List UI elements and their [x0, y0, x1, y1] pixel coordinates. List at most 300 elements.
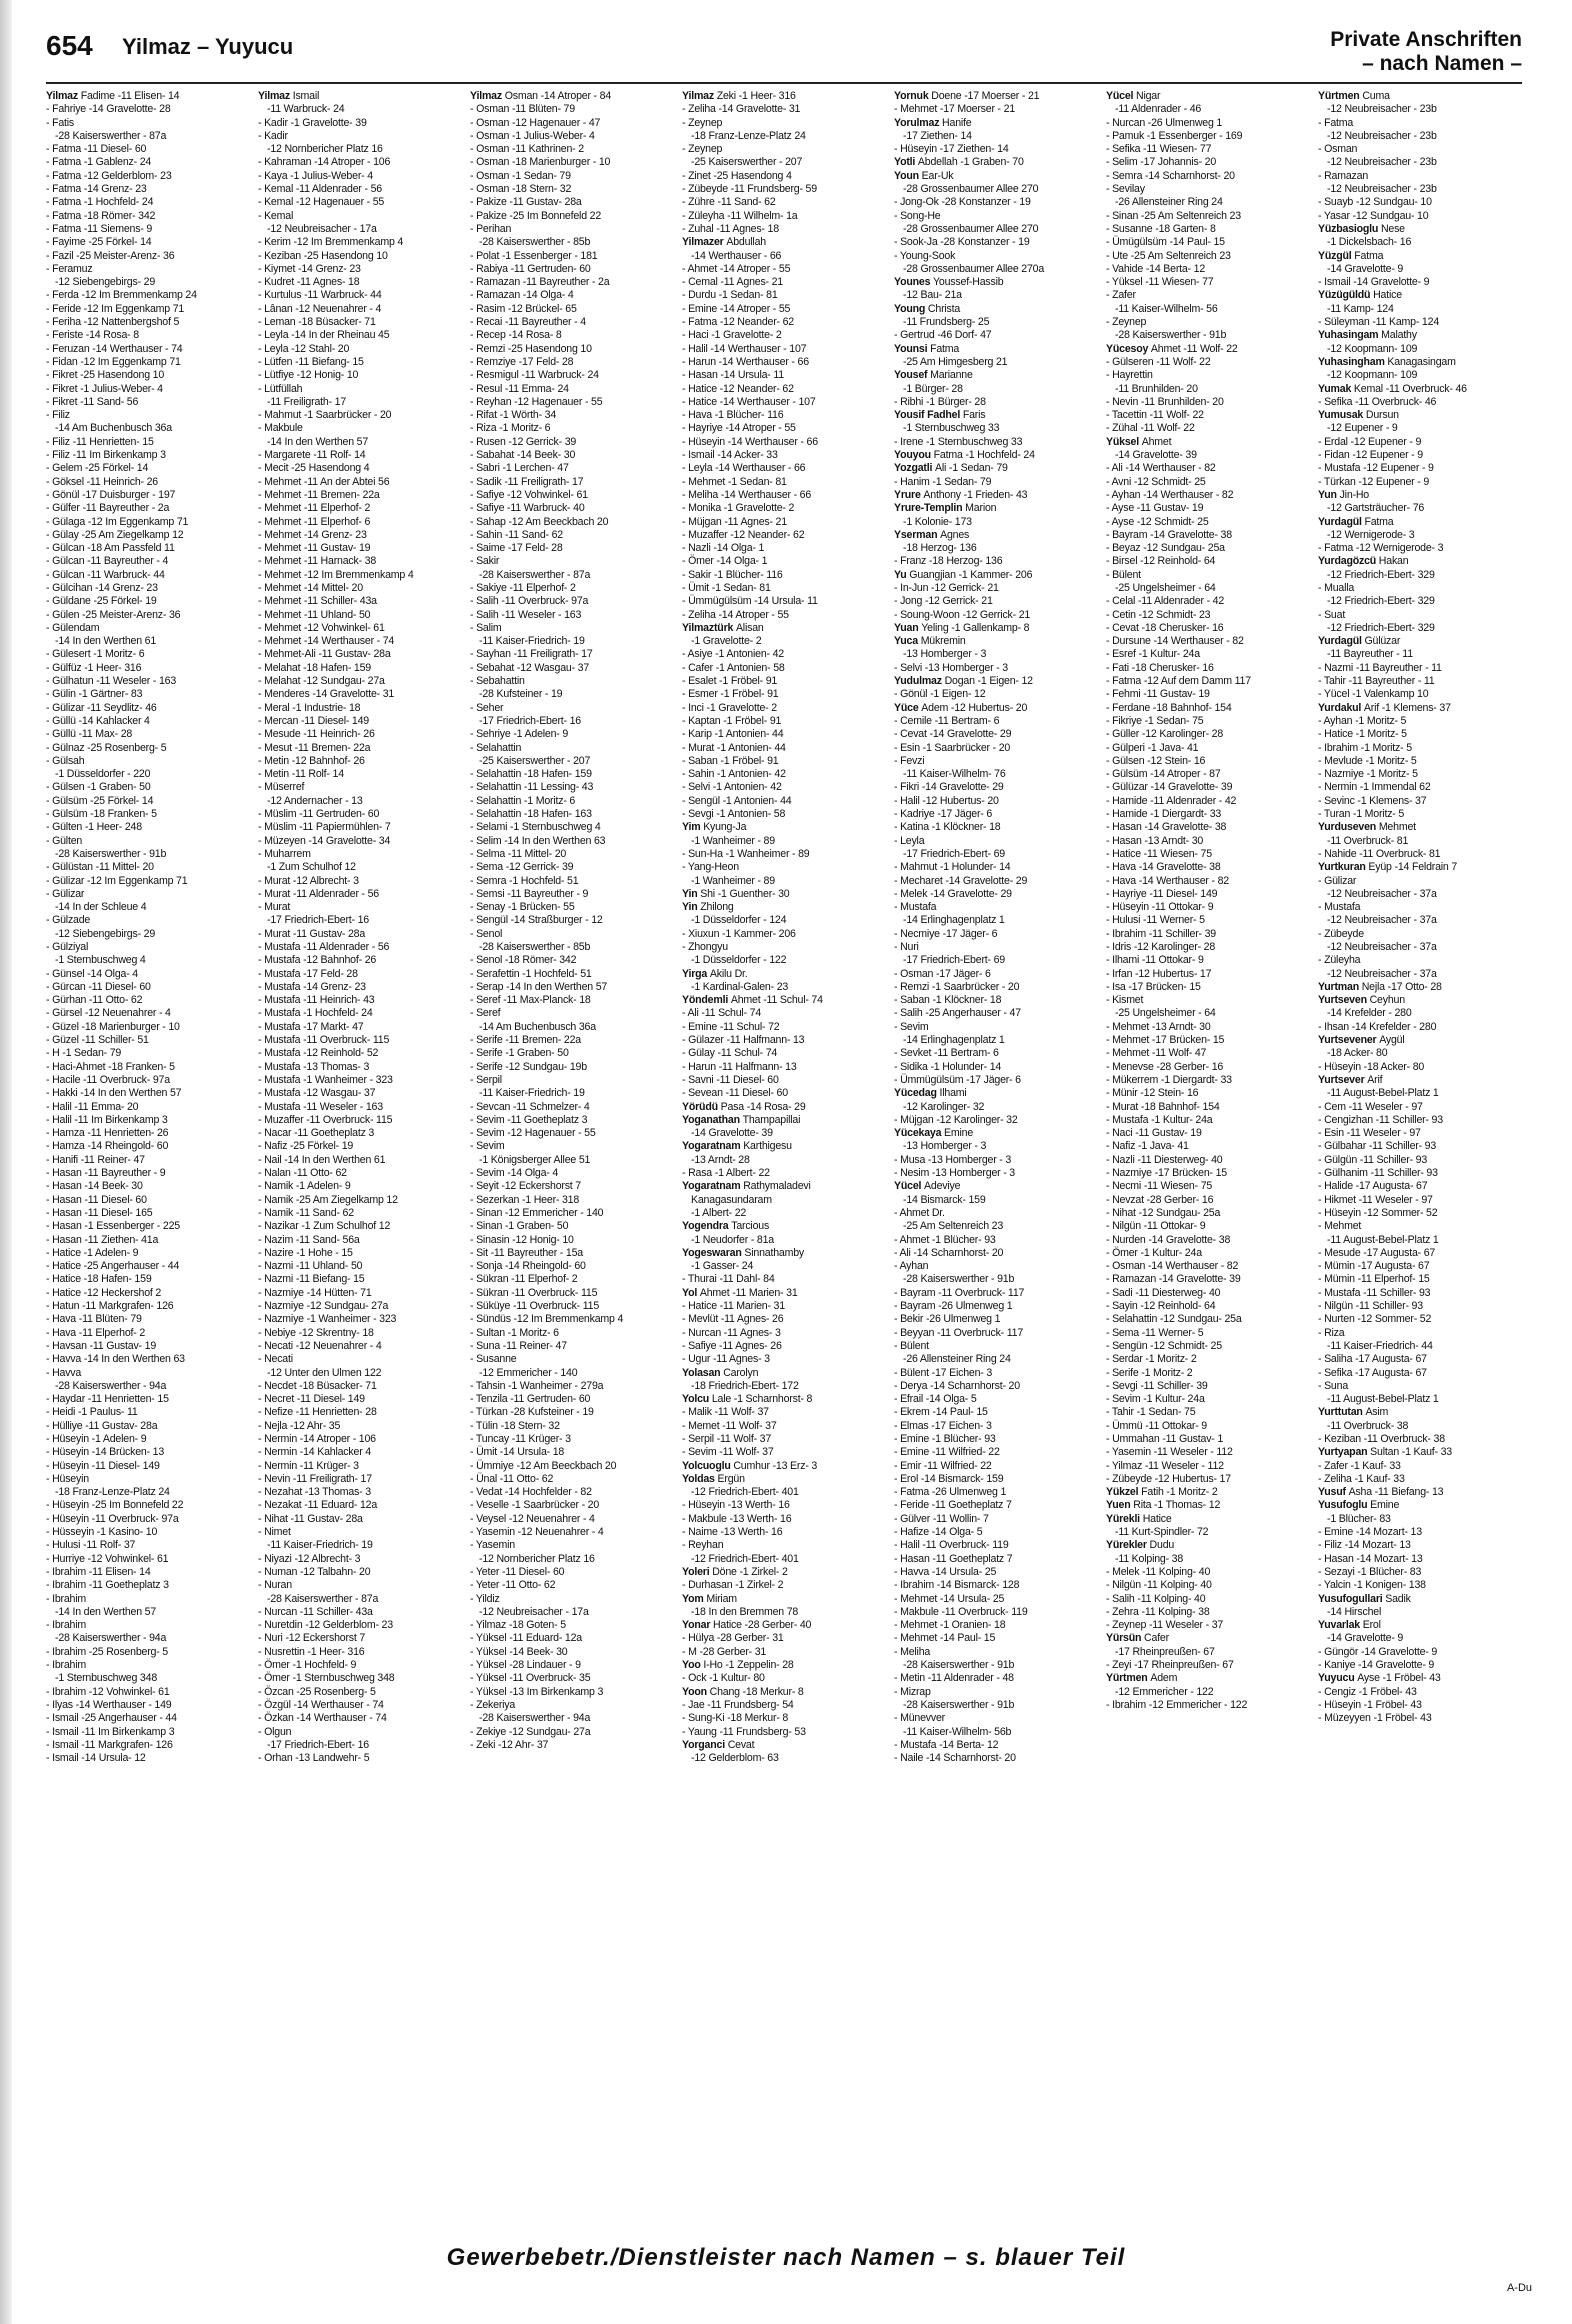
address-text: - Ibrahim	[46, 1659, 86, 1672]
surname: Yusufoglu	[1318, 1499, 1371, 1512]
entry-line	[46, 356, 250, 369]
address-text: -11 Bayreuther - 11	[1327, 648, 1413, 661]
directory-entry	[1318, 356, 1522, 383]
directory-entry	[1318, 489, 1522, 516]
address-text: - Hamza -14 Rheingold- 60	[46, 1140, 169, 1153]
entry-line	[258, 595, 462, 608]
address-text: - Mesude -17 Augusta- 67	[1318, 1246, 1436, 1259]
entry-line	[894, 821, 1098, 834]
address-text: - Mevlüt -11 Agnes- 26	[682, 1313, 784, 1326]
entry-line	[470, 1047, 674, 1060]
entry-line	[1318, 1619, 1522, 1632]
entry-line	[1318, 103, 1522, 116]
entry-line	[682, 1473, 886, 1486]
entry-line	[1106, 821, 1310, 834]
entry-line	[258, 1380, 462, 1393]
entry-line	[894, 1686, 1098, 1699]
entry-line	[682, 143, 886, 156]
address-text: - Sinasin -12 Honig- 10	[470, 1233, 574, 1246]
entry-line	[470, 1659, 674, 1672]
address-text: -14 In den Werthen 57	[267, 435, 369, 448]
address-text: - Serpil	[470, 1073, 502, 1086]
address-text: -25 Am Himgesberg 21	[903, 355, 1008, 368]
entry-line	[46, 223, 250, 236]
entry-line	[470, 1061, 674, 1074]
address-text: - Nilgün -11 Kolping- 40	[1106, 1579, 1212, 1592]
entry-line	[470, 622, 674, 635]
directory-entry	[682, 1220, 886, 1247]
address-text: Hakan	[1378, 555, 1409, 568]
entry-line	[46, 1632, 250, 1645]
entry-line	[894, 808, 1098, 821]
entry-line	[1106, 609, 1310, 622]
address-text: - Avni -12 Schmidt- 25	[1106, 475, 1206, 488]
entry-line	[46, 555, 250, 568]
address-text: - Süküye -11 Overbruck- 115	[470, 1300, 600, 1313]
entry-line	[682, 369, 886, 382]
address-text: -13 Homberger - 3	[903, 1140, 987, 1153]
entry-line	[470, 542, 674, 555]
entry-line	[470, 1220, 674, 1233]
address-text: - Pakize -11 Gustav- 28a	[470, 196, 582, 209]
address-text: - Hülliye -11 Gustav- 28a	[46, 1419, 158, 1432]
address-text: -12 Emmericher - 140	[479, 1366, 578, 1379]
address-text: Döne -1 Zirkel- 2	[712, 1565, 788, 1578]
entry-line	[1106, 1632, 1310, 1645]
entry-line	[46, 1513, 250, 1526]
address-text: -17 Friedrich-Ebert- 69	[903, 954, 1005, 967]
entry-line	[894, 1287, 1098, 1300]
address-text: Malathy	[1381, 329, 1417, 342]
header-rule	[46, 82, 1522, 84]
address-text: - Fikri -14 Gravelotte- 29	[894, 781, 1004, 794]
entry-line	[682, 343, 886, 356]
address-text: - Mesude -11 Heinrich- 26	[258, 728, 375, 741]
address-text: Ali -1 Sedan- 79	[934, 462, 1008, 475]
entry-line	[682, 1446, 886, 1459]
entry-line	[258, 662, 462, 675]
address-text: - Hikmet -11 Weseler - 97	[1318, 1193, 1433, 1206]
address-text: - Ümit -14 Ursula- 18	[470, 1446, 565, 1459]
entry-line	[1318, 1539, 1522, 1552]
entry-line	[46, 648, 250, 661]
entry-line	[46, 1167, 250, 1180]
address-text: -14 Gravelotte- 9	[1327, 262, 1404, 275]
address-text: - Cafer -1 Antonien- 58	[682, 661, 785, 674]
address-text: -28 Kufsteiner - 19	[479, 688, 563, 701]
entry-line	[894, 595, 1098, 608]
address-text: - Emine -14 Mozart- 13	[1318, 1526, 1422, 1539]
entry-line	[470, 875, 674, 888]
entry-line	[46, 1327, 250, 1340]
entry-line	[1106, 1446, 1310, 1459]
address-text: - Nuran	[258, 1579, 292, 1592]
address-text: - Nazmi -11 Bayreuther - 11	[1318, 661, 1442, 674]
entry-line	[258, 1393, 462, 1406]
entry-line	[46, 542, 250, 555]
address-text: - Mehmet -1 Oranien- 18	[894, 1619, 1006, 1632]
entry-line	[894, 1367, 1098, 1380]
entry-line	[258, 542, 462, 555]
entry-line	[1318, 316, 1522, 329]
address-text: - Hatice -12 Heckershof 2	[46, 1286, 162, 1299]
entry-line	[1318, 1393, 1522, 1406]
entry-line	[894, 303, 1098, 316]
address-text: - Hüseyin -1 Fröbel- 43	[1318, 1698, 1422, 1711]
entry-line	[258, 143, 462, 156]
address-text: -28 Grossenbaumer Allee 270	[903, 183, 1039, 196]
address-text: - Mustafa -12 Eupener - 9	[1318, 462, 1434, 475]
column-4	[682, 90, 886, 2200]
entry-line	[682, 702, 886, 715]
address-text: - Gönül -17 Duisburger - 197	[46, 488, 176, 501]
address-text: - Sabahat -14 Beek- 30	[470, 449, 576, 462]
entry-line	[470, 1712, 674, 1725]
entry-line	[258, 156, 462, 169]
entry-line	[894, 994, 1098, 1007]
address-text: Adem -12 Hubertus- 20	[921, 701, 1028, 714]
entry-line	[1318, 170, 1522, 183]
entry-line	[470, 1686, 674, 1699]
address-text: - Hava -14 Gravelotte- 38	[1106, 861, 1221, 874]
address-text: - Fahriye -14 Gravelotte- 28	[46, 103, 171, 116]
entry-line	[1318, 768, 1522, 781]
entry-line	[682, 968, 886, 981]
entry-line	[682, 90, 886, 103]
address-text: - Bülent -17 Eichen- 3	[894, 1366, 993, 1379]
address-text: - Sun-Ha -1 Wanheimer - 89	[682, 847, 810, 860]
footer-code: A-Du	[1506, 2282, 1532, 2294]
entry-line	[470, 476, 674, 489]
address-text: -14 In den Werthen 61	[55, 635, 157, 648]
address-text: - Havva -14 Ursula- 25	[894, 1565, 997, 1578]
entry-line	[894, 1473, 1098, 1486]
directory-entry	[1318, 861, 1522, 981]
entry-line	[682, 223, 886, 236]
address-text: -11 Kurt-Spindler- 72	[1115, 1526, 1209, 1539]
entry-line	[894, 1061, 1098, 1074]
entry-line	[470, 1313, 674, 1326]
address-text: - Suayb -12 Sundgau- 10	[1318, 196, 1432, 209]
entry-line	[682, 422, 886, 435]
address-text: - Gülcan -11 Bayreuther - 4	[46, 555, 169, 568]
address-text: - Yildiz	[470, 1592, 500, 1605]
address-text: - Sema -12 Gerrick- 39	[470, 861, 574, 874]
entry-line	[682, 821, 886, 834]
address-text: - Mehmet -11 Wolf- 47	[1106, 1047, 1207, 1060]
address-text: - Hasan -14 Gravelotte- 38	[1106, 821, 1227, 834]
entry-line	[894, 263, 1098, 276]
directory-entry	[1106, 1513, 1310, 1540]
surname: Yurdagül	[1318, 515, 1365, 528]
address-text: - Hatice -12 Neander- 62	[682, 382, 794, 395]
address-text: Sadik	[1385, 1592, 1411, 1605]
entry-line	[46, 702, 250, 715]
address-text: - Güzel -11 Schiller- 51	[46, 1034, 149, 1047]
entry-line	[258, 1340, 462, 1353]
entry-line	[470, 1114, 674, 1127]
address-text: - Yilmaz -18 Goten- 5	[470, 1619, 566, 1632]
entry-line	[894, 795, 1098, 808]
entry-line	[894, 1234, 1098, 1247]
address-text: -14 Werthauser - 66	[691, 249, 782, 262]
entry-line	[46, 1074, 250, 1087]
entry-line	[470, 236, 674, 249]
entry-line	[1106, 954, 1310, 967]
address-text: - Young-Sook	[894, 249, 956, 262]
entry-line	[1106, 1553, 1310, 1566]
entry-line	[470, 117, 674, 130]
entry-line	[258, 1074, 462, 1087]
address-text: -12 Friedrich-Ebert- 329	[1327, 621, 1435, 634]
surname: Yücekaya	[894, 1127, 945, 1140]
address-text: - Erdal -12 Eupener - 9	[1318, 435, 1422, 448]
entry-line	[1106, 848, 1310, 861]
address-text: - Metin -11 Rolf- 14	[258, 768, 344, 781]
address-text: - Fevzi	[894, 754, 925, 767]
entry-line	[1318, 289, 1522, 302]
address-text: - Haydar -11 Henrietten- 15	[46, 1393, 169, 1406]
entry-line	[1106, 1473, 1310, 1486]
address-text: - Tahir -1 Sedan- 75	[1106, 1406, 1196, 1419]
address-text: Agnes	[940, 528, 970, 541]
entry-line	[470, 1353, 674, 1366]
address-text: -14 Erlinghagenplatz 1	[903, 1034, 1005, 1047]
address-text: Anthony -1 Frieden- 43	[923, 488, 1028, 501]
entry-line	[46, 1114, 250, 1127]
address-text: - Müslim -11 Papiermühlen- 7	[258, 821, 391, 834]
entry-line	[1106, 196, 1310, 209]
entry-line	[682, 210, 886, 223]
surname: Yin	[682, 901, 701, 914]
address-text: Ahmet	[1141, 435, 1172, 448]
entry-line	[894, 861, 1098, 874]
address-text: -28 Kaiserswerther - 94a	[479, 1712, 591, 1725]
entry-line	[894, 1047, 1098, 1060]
address-text: - Muharrem	[258, 847, 311, 860]
entry-line	[894, 1313, 1098, 1326]
address-text: - Zekiye -12 Sundgau- 27a	[470, 1725, 591, 1738]
address-text: - Osman -1 Julius-Weber- 4	[470, 129, 595, 142]
address-text: - Ribhi -1 Bürger- 28	[894, 395, 986, 408]
address-text: - Züleyha	[1318, 954, 1361, 967]
entry-line	[258, 1726, 462, 1739]
entry-line	[258, 928, 462, 941]
entry-line	[470, 170, 674, 183]
address-text: - Fatma -11 Diesel- 60	[46, 143, 147, 156]
directory-entry	[682, 901, 886, 967]
address-text: - Suna -11 Reiner- 47	[470, 1339, 567, 1352]
entry-line	[46, 130, 250, 143]
address-text: -1 Kolonie- 173	[903, 515, 972, 528]
address-text: - Nazmiye -1 Wanheimer - 323	[258, 1313, 397, 1326]
entry-line	[1106, 383, 1310, 396]
entry-line	[682, 569, 886, 582]
entry-line	[1106, 1273, 1310, 1286]
surname: Yürsün	[1106, 1632, 1145, 1645]
entry-line	[46, 276, 250, 289]
address-text: - Mustafa	[1318, 901, 1361, 914]
address-text: - Selahattin -18 Hafen- 163	[470, 808, 592, 821]
entry-line	[894, 1632, 1098, 1645]
address-text: - Hayriye -11 Diesel- 149	[1106, 887, 1218, 900]
entry-line	[46, 1553, 250, 1566]
entry-line	[682, 1021, 886, 1034]
address-text: - Zühre -11 Sand- 62	[682, 196, 776, 209]
address-text: - Sündüs -12 Im Bremmenkamp 4	[470, 1313, 624, 1326]
address-text: - Jae -11 Frundsberg- 54	[682, 1698, 794, 1711]
address-text: - Hava -11 Elperhof- 2	[46, 1326, 146, 1339]
address-text: - Hüseyin -11 Overbruck- 97a	[46, 1512, 179, 1525]
address-text: - Mehmet -1 Sedan- 81	[682, 475, 787, 488]
entry-line	[470, 954, 674, 967]
address-text: - Süleyman -11 Kamp- 124	[1318, 316, 1440, 329]
address-text: - Pakize -25 Im Bonnefeld 22	[470, 209, 602, 222]
entry-line	[258, 1007, 462, 1020]
address-text: - Yilmaz -11 Weseler - 112	[1106, 1459, 1224, 1472]
surname: Younes	[894, 276, 934, 289]
surname: Yom	[682, 1592, 707, 1605]
address-text: - Fatma -11 Siemens- 9	[46, 222, 153, 235]
address-text: Fatma	[1364, 515, 1394, 528]
address-text: - Fikret -11 Sand- 56	[46, 395, 139, 408]
entry-line	[1318, 1367, 1522, 1380]
entry-line	[894, 462, 1098, 475]
entry-line	[894, 223, 1098, 236]
entry-line	[46, 396, 250, 409]
address-text: - Kurtulus -11 Warbruck- 44	[258, 289, 382, 302]
address-text: - Mehmet -11 Uhland- 50	[258, 608, 371, 621]
directory-entry	[894, 343, 1098, 370]
address-text: -12 Unter den Ulmen 122	[267, 1366, 382, 1379]
address-text: Nigar	[1136, 90, 1161, 102]
entry-line	[258, 1140, 462, 1153]
entry-line	[470, 1287, 674, 1300]
address-text: -28 Kaiserswerther - 91b	[903, 1698, 1015, 1711]
entry-line	[682, 1539, 886, 1552]
address-text: - Lütfiye -12 Honig- 10	[258, 369, 359, 382]
address-text: - Mahmut -1 Saarbrücker - 20	[258, 409, 392, 422]
address-text: Kanagasundaram	[691, 1193, 772, 1206]
entry-line	[894, 250, 1098, 263]
address-text: - Salih -11 Kolping- 40	[1106, 1592, 1206, 1605]
entry-line	[470, 1300, 674, 1313]
address-text: - Rabiya -11 Gertruden- 60	[470, 262, 591, 275]
address-text: - Özgül -14 Werthauser - 74	[258, 1698, 384, 1711]
address-text: - Zübeyde	[1318, 927, 1364, 940]
address-text: - Necret -11 Diesel- 149	[258, 1393, 365, 1406]
entry-line	[46, 1194, 250, 1207]
entry-line	[894, 502, 1098, 515]
address-text: Ahmet -11 Wolf- 22	[1150, 342, 1238, 355]
address-text: - Hasan -11 Goetheplatz 7	[894, 1552, 1013, 1565]
entry-line	[46, 117, 250, 130]
entry-line	[682, 781, 886, 794]
entry-line	[258, 755, 462, 768]
entry-line	[682, 981, 886, 994]
address-text: - Filiz -11 Im Birkenkamp 3	[46, 449, 166, 462]
entry-line	[470, 90, 674, 103]
surname: Yüksel	[1106, 435, 1142, 448]
entry-line	[470, 1034, 674, 1047]
directory-entry	[682, 1393, 886, 1459]
entry-line	[894, 928, 1098, 941]
surname: Yonar	[682, 1619, 713, 1632]
entry-line	[470, 183, 674, 196]
entry-line	[258, 1047, 462, 1060]
entry-line	[1106, 1101, 1310, 1114]
entry-line	[46, 1619, 250, 1632]
address-text: - Hüseyin -13 Werth- 16	[682, 1499, 790, 1512]
address-text: - Hasan -13 Arndt- 30	[1106, 834, 1204, 847]
surname: Yusuf	[1318, 1486, 1349, 1499]
entry-line	[1318, 1632, 1522, 1645]
entry-line	[258, 861, 462, 874]
entry-line	[1106, 835, 1310, 848]
entry-line	[46, 170, 250, 183]
address-text: -12 Siebengebirgs- 29	[55, 927, 156, 940]
address-text: - Mahmut -1 Holunder- 14	[894, 861, 1011, 874]
entry-line	[682, 1513, 886, 1526]
entry-line	[894, 143, 1098, 156]
directory-entry	[682, 821, 886, 887]
entry-line	[1318, 702, 1522, 715]
surname: Yüzgül	[1318, 249, 1355, 262]
address-text: - Gülnaz -25 Rosenberg- 5	[46, 741, 167, 754]
address-text: - Mustafa -11 Schiller- 93	[1318, 1286, 1431, 1299]
entry-line	[46, 715, 250, 728]
address-text: - Meral -1 Industrie- 18	[258, 701, 361, 714]
entry-line	[894, 1034, 1098, 1047]
entry-line	[258, 648, 462, 661]
entry-line	[894, 1526, 1098, 1539]
entry-line	[470, 1539, 674, 1552]
entry-line	[470, 848, 674, 861]
entry-line	[682, 609, 886, 622]
entry-line	[894, 1752, 1098, 1765]
entry-line	[470, 1260, 674, 1273]
address-text: -25 Kaiserswerther - 207	[691, 156, 803, 169]
entry-line	[46, 914, 250, 927]
entry-line	[1318, 1486, 1522, 1499]
address-text: - Ramazan -14 Gravelotte- 39	[1106, 1273, 1241, 1286]
address-text: -1 Albert- 22	[691, 1206, 747, 1219]
surname: Yoon	[682, 1685, 710, 1698]
address-text: - Numan -12 Talbahn- 20	[258, 1565, 371, 1578]
entry-line	[258, 1686, 462, 1699]
address-text: Ahmet -11 Schul- 74	[730, 994, 823, 1007]
entry-line	[1318, 1699, 1522, 1712]
directory-entry	[894, 529, 1098, 569]
entry-line	[1318, 1659, 1522, 1672]
entry-line	[258, 848, 462, 861]
entry-line	[258, 1406, 462, 1419]
address-text: - Zafer	[1106, 289, 1136, 302]
surname: Yürekler	[1106, 1539, 1150, 1552]
entry-line	[258, 808, 462, 821]
entry-line	[682, 1273, 886, 1286]
entry-line	[470, 981, 674, 994]
entry-line	[1106, 808, 1310, 821]
entry-line	[258, 1154, 462, 1167]
section-title-line-2: – nach Namen –	[1362, 52, 1522, 75]
entry-line	[470, 901, 674, 914]
entry-line	[470, 516, 674, 529]
surname: Yurdagül	[1318, 635, 1365, 648]
address-text: -18 Friedrich-Ebert- 172	[691, 1379, 799, 1392]
entry-line	[1318, 117, 1522, 130]
entry-line	[1106, 702, 1310, 715]
